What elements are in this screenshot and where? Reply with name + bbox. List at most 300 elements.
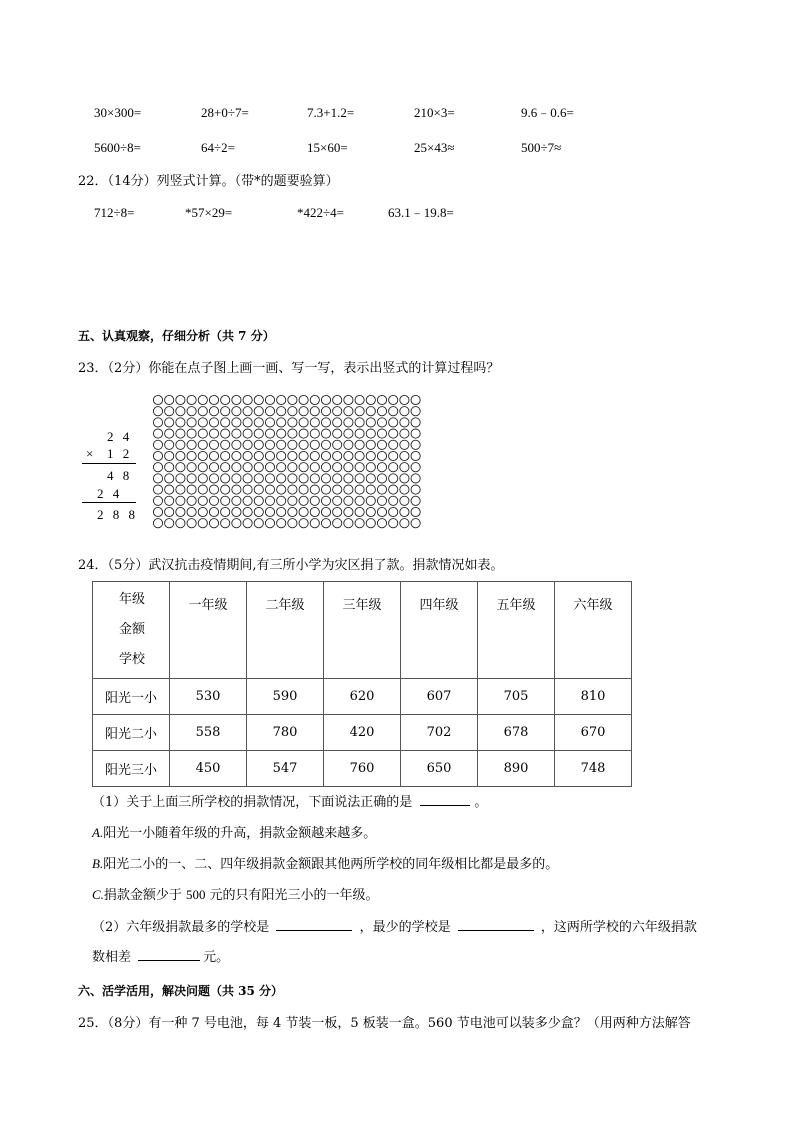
grid-dot bbox=[176, 440, 185, 449]
grid-dot bbox=[153, 485, 162, 494]
grid-dot bbox=[389, 418, 398, 427]
grid-dot bbox=[254, 451, 263, 460]
calc-item: 64÷2= bbox=[201, 140, 235, 155]
grid-dot bbox=[344, 440, 353, 449]
grid-dot bbox=[176, 451, 185, 460]
table-cell: 450 bbox=[170, 751, 247, 787]
grid-dot bbox=[165, 496, 174, 505]
option-a: A.阳光一小随着年级的升高，捐款金额越来越多。 bbox=[92, 825, 377, 841]
grid-dot bbox=[209, 496, 218, 505]
grid-dot bbox=[265, 507, 274, 516]
grid-dot bbox=[377, 519, 386, 528]
grid-dot bbox=[366, 451, 375, 460]
grid-dot bbox=[310, 418, 319, 427]
calc-item: 5600÷8= bbox=[94, 140, 141, 155]
grid-dot bbox=[265, 474, 274, 483]
corner-label: 学校 bbox=[119, 652, 146, 667]
grid-dot bbox=[243, 519, 252, 528]
grid-dot bbox=[198, 507, 207, 516]
grid-dot bbox=[355, 418, 364, 427]
grid-dot bbox=[165, 519, 174, 528]
grid-dot bbox=[400, 429, 409, 438]
grid-dot bbox=[277, 440, 286, 449]
calc-item: 500÷7≈ bbox=[521, 140, 562, 155]
grid-dot bbox=[153, 429, 162, 438]
grid-dot bbox=[389, 519, 398, 528]
grid-dot bbox=[187, 407, 196, 416]
grid-dot bbox=[333, 429, 342, 438]
grid-dot bbox=[176, 429, 185, 438]
grid-dot bbox=[411, 463, 420, 472]
grid-dot bbox=[265, 395, 274, 404]
dot-grid[interactable] bbox=[152, 394, 444, 529]
grid-dot bbox=[411, 485, 420, 494]
grid-dot bbox=[411, 429, 420, 438]
grid-dot bbox=[344, 496, 353, 505]
grid-dot bbox=[299, 418, 308, 427]
grid-dot bbox=[198, 474, 207, 483]
grid-dot bbox=[153, 395, 162, 404]
grid-dot bbox=[299, 451, 308, 460]
grid-dot bbox=[221, 463, 230, 472]
grid-dot bbox=[288, 395, 297, 404]
table-cell: 890 bbox=[478, 751, 555, 787]
grid-dot bbox=[366, 395, 375, 404]
grid-dot bbox=[176, 519, 185, 528]
calc-item: 28+0÷7= bbox=[201, 105, 249, 120]
grid-dot bbox=[389, 407, 398, 416]
grid-dot bbox=[400, 395, 409, 404]
grid-dot bbox=[355, 407, 364, 416]
grid-dot bbox=[232, 507, 241, 516]
grid-dot bbox=[277, 485, 286, 494]
grid-dot bbox=[153, 463, 162, 472]
question-22-heading: 22．（14分）列竖式计算。（带*的题要验算） bbox=[78, 174, 339, 189]
grid-dot bbox=[198, 519, 207, 528]
grid-dot bbox=[411, 474, 420, 483]
table-cell: 702 bbox=[401, 715, 478, 751]
grid-dot bbox=[355, 395, 364, 404]
table-cell: 590 bbox=[247, 679, 324, 715]
table-cell: 810 bbox=[555, 679, 632, 715]
grid-dot bbox=[389, 451, 398, 460]
grid-dot bbox=[288, 485, 297, 494]
grid-dot bbox=[243, 507, 252, 516]
grid-dot bbox=[321, 429, 330, 438]
answer-blank[interactable] bbox=[276, 920, 352, 931]
grid-dot bbox=[389, 485, 398, 494]
grid-dot bbox=[389, 395, 398, 404]
grid-dot bbox=[176, 496, 185, 505]
grid-dot bbox=[310, 463, 319, 472]
sub-question-2-cont: 数相差 元。 bbox=[92, 950, 230, 965]
grid-dot bbox=[400, 418, 409, 427]
grid-dot bbox=[165, 507, 174, 516]
grid-dot bbox=[243, 440, 252, 449]
table-row bbox=[93, 679, 632, 715]
calc-item: *57×29= bbox=[185, 205, 233, 220]
grid-dot bbox=[400, 519, 409, 528]
grid-dot bbox=[198, 496, 207, 505]
grid-dot bbox=[299, 496, 308, 505]
question-25-heading: 25．（8分）有一种 7 号电池，每 4 节装一板，5 板装一盒。560 节电池可以装多少盒？（用两种方法解答 bbox=[78, 1016, 691, 1031]
grid-dot bbox=[377, 395, 386, 404]
grid-dot bbox=[165, 407, 174, 416]
grid-dot bbox=[198, 440, 207, 449]
grid-dot bbox=[389, 429, 398, 438]
grid-dot bbox=[187, 474, 196, 483]
grid-dot bbox=[277, 429, 286, 438]
table-cell: 760 bbox=[324, 751, 401, 787]
grid-dot bbox=[243, 496, 252, 505]
grid-dot bbox=[377, 485, 386, 494]
table-cell: 530 bbox=[170, 679, 247, 715]
grid-dot bbox=[333, 474, 342, 483]
calc-item: 25×43≈ bbox=[414, 140, 455, 155]
table-row bbox=[93, 715, 632, 751]
grid-dot bbox=[310, 496, 319, 505]
times-sign: × bbox=[86, 446, 97, 461]
grid-dot bbox=[310, 507, 319, 516]
grid-dot bbox=[254, 418, 263, 427]
grid-dot bbox=[254, 519, 263, 528]
table-cell: 748 bbox=[555, 751, 632, 787]
grid-dot bbox=[310, 451, 319, 460]
grid-dot bbox=[355, 507, 364, 516]
grid-dot bbox=[377, 407, 386, 416]
grid-dot bbox=[377, 440, 386, 449]
grid-dot bbox=[389, 507, 398, 516]
grid-dot bbox=[400, 463, 409, 472]
grid-dot bbox=[400, 407, 409, 416]
grid-dot bbox=[277, 474, 286, 483]
grid-dot bbox=[221, 407, 230, 416]
grid-dot bbox=[377, 451, 386, 460]
grid-dot bbox=[221, 418, 230, 427]
grid-dot bbox=[288, 463, 297, 472]
grid-dot bbox=[254, 407, 263, 416]
grid-dot bbox=[187, 485, 196, 494]
grid-dot bbox=[344, 474, 353, 483]
grid-dot bbox=[265, 418, 274, 427]
section-5-title: 五、认真观察，仔细分析（共 7 分） bbox=[78, 329, 275, 343]
grid-dot bbox=[209, 474, 218, 483]
grid-dot bbox=[344, 429, 353, 438]
grid-dot bbox=[344, 485, 353, 494]
grid-dot bbox=[187, 395, 196, 404]
grid-dot bbox=[310, 440, 319, 449]
grid-dot bbox=[243, 429, 252, 438]
option-b: B.阳光二小的一、二、四年级捐款金额跟其他两所学校的同年级相比都是最多的。 bbox=[92, 856, 559, 872]
grid-dot bbox=[321, 418, 330, 427]
grid-dot bbox=[221, 485, 230, 494]
answer-blank[interactable] bbox=[420, 795, 470, 806]
grid-dot bbox=[187, 519, 196, 528]
grid-dot bbox=[221, 507, 230, 516]
multiplicand: 2 4 bbox=[107, 429, 133, 444]
grid-dot bbox=[176, 407, 185, 416]
answer-blank[interactable] bbox=[458, 920, 534, 931]
grid-dot bbox=[333, 463, 342, 472]
table-cell: 420 bbox=[324, 715, 401, 751]
grid-dot bbox=[165, 429, 174, 438]
grid-dot bbox=[366, 519, 375, 528]
grid-dot bbox=[265, 463, 274, 472]
grid-dot bbox=[321, 407, 330, 416]
table-cell: 607 bbox=[401, 679, 478, 715]
grid-dot bbox=[232, 451, 241, 460]
grid-dot bbox=[243, 485, 252, 494]
grid-dot bbox=[321, 496, 330, 505]
grid-dot bbox=[344, 395, 353, 404]
grade-header: 四年级 bbox=[401, 582, 478, 679]
grid-dot bbox=[377, 429, 386, 438]
grid-dot bbox=[243, 463, 252, 472]
grid-dot bbox=[265, 485, 274, 494]
corner-label: 金额 bbox=[119, 622, 146, 637]
grid-dot bbox=[243, 418, 252, 427]
rule-line bbox=[82, 502, 136, 503]
grid-dot bbox=[366, 474, 375, 483]
table-cell: 547 bbox=[247, 751, 324, 787]
grid-dot bbox=[243, 451, 252, 460]
grid-dot bbox=[187, 496, 196, 505]
grid-dot bbox=[355, 485, 364, 494]
grade-header: 二年级 bbox=[247, 582, 324, 679]
grid-dot bbox=[344, 519, 353, 528]
grid-dot bbox=[232, 485, 241, 494]
grid-dot bbox=[265, 451, 274, 460]
donation-table bbox=[92, 581, 632, 787]
grid-dot bbox=[310, 407, 319, 416]
grid-dot bbox=[232, 429, 241, 438]
grid-dot bbox=[209, 407, 218, 416]
grid-dot bbox=[344, 451, 353, 460]
grid-dot bbox=[366, 429, 375, 438]
grid-dot bbox=[321, 440, 330, 449]
calc-item: 30×300= bbox=[94, 105, 142, 120]
grid-dot bbox=[321, 474, 330, 483]
grid-dot bbox=[232, 519, 241, 528]
grid-dot bbox=[198, 451, 207, 460]
grid-dot bbox=[277, 407, 286, 416]
grid-dot bbox=[198, 429, 207, 438]
grid-dot bbox=[411, 407, 420, 416]
grid-dot bbox=[355, 463, 364, 472]
grid-dot bbox=[321, 507, 330, 516]
grid-dot bbox=[209, 451, 218, 460]
grid-dot bbox=[153, 418, 162, 427]
grid-dot bbox=[254, 485, 263, 494]
grid-dot bbox=[277, 463, 286, 472]
grid-dot bbox=[355, 474, 364, 483]
grid-dot bbox=[153, 496, 162, 505]
table-cell: 780 bbox=[247, 715, 324, 751]
grid-dot bbox=[377, 507, 386, 516]
grid-dot bbox=[176, 474, 185, 483]
corner-label: 年级 bbox=[119, 592, 146, 607]
grid-dot bbox=[187, 451, 196, 460]
grid-dot bbox=[299, 463, 308, 472]
table-cell: 705 bbox=[478, 679, 555, 715]
grid-dot bbox=[277, 418, 286, 427]
grade-header: 六年级 bbox=[555, 582, 632, 679]
grid-dot bbox=[344, 463, 353, 472]
grid-dot bbox=[310, 429, 319, 438]
grid-dot bbox=[400, 507, 409, 516]
grid-dot bbox=[232, 407, 241, 416]
grid-dot bbox=[389, 463, 398, 472]
question-23-heading: 23．（2分）你能在点子图上画一画、写一写，表示出竖式的计算过程吗？ bbox=[78, 361, 500, 376]
grid-dot bbox=[187, 463, 196, 472]
grid-dot bbox=[377, 463, 386, 472]
grid-dot bbox=[209, 485, 218, 494]
grid-dot bbox=[254, 496, 263, 505]
grid-dot bbox=[411, 395, 420, 404]
grid-dot bbox=[221, 451, 230, 460]
grid-dot bbox=[389, 496, 398, 505]
grid-dot bbox=[153, 507, 162, 516]
grid-dot bbox=[355, 440, 364, 449]
grid-dot bbox=[299, 485, 308, 494]
grid-dot bbox=[288, 440, 297, 449]
grid-dot bbox=[333, 496, 342, 505]
table-row bbox=[93, 751, 632, 787]
grid-dot bbox=[221, 496, 230, 505]
grid-dot bbox=[299, 440, 308, 449]
corner-header bbox=[93, 582, 170, 679]
grid-dot bbox=[277, 507, 286, 516]
grid-dot bbox=[277, 496, 286, 505]
grid-dot bbox=[165, 440, 174, 449]
grid-dot bbox=[366, 496, 375, 505]
grid-dot bbox=[333, 451, 342, 460]
grid-dot bbox=[153, 440, 162, 449]
grid-dot bbox=[333, 519, 342, 528]
grid-dot bbox=[209, 519, 218, 528]
grade-header: 五年级 bbox=[478, 582, 555, 679]
grid-dot bbox=[232, 440, 241, 449]
grade-header: 一年级 bbox=[170, 582, 247, 679]
grid-dot bbox=[277, 395, 286, 404]
grid-dot bbox=[333, 407, 342, 416]
grid-dot bbox=[400, 451, 409, 460]
grid-dot bbox=[400, 474, 409, 483]
grid-dot bbox=[254, 395, 263, 404]
grid-dot bbox=[333, 507, 342, 516]
grid-dot bbox=[333, 485, 342, 494]
grid-dot bbox=[265, 440, 274, 449]
grid-dot bbox=[209, 507, 218, 516]
grid-dot bbox=[288, 418, 297, 427]
grid-dot bbox=[377, 496, 386, 505]
grid-dot bbox=[198, 395, 207, 404]
grid-dot bbox=[299, 474, 308, 483]
grid-dot bbox=[288, 407, 297, 416]
grid-dot bbox=[265, 407, 274, 416]
grid-dot bbox=[321, 451, 330, 460]
school-name: 阳光三小 bbox=[93, 751, 170, 787]
grid-dot bbox=[288, 519, 297, 528]
grid-dot bbox=[187, 418, 196, 427]
grid-dot bbox=[377, 418, 386, 427]
grid-dot bbox=[198, 463, 207, 472]
grid-dot bbox=[265, 429, 274, 438]
grid-dot bbox=[176, 395, 185, 404]
grid-dot bbox=[153, 474, 162, 483]
grid-dot bbox=[176, 485, 185, 494]
grid-dot bbox=[254, 507, 263, 516]
grade-header: 三年级 bbox=[324, 582, 401, 679]
grid-dot bbox=[333, 440, 342, 449]
partial-product-1: 4 8 bbox=[107, 468, 133, 483]
grid-dot bbox=[243, 474, 252, 483]
grid-dot bbox=[299, 407, 308, 416]
calc-item: 15×60= bbox=[307, 140, 348, 155]
grid-dot bbox=[411, 507, 420, 516]
grid-dot bbox=[198, 485, 207, 494]
grid-dot bbox=[411, 496, 420, 505]
calc-item: 210×3= bbox=[414, 105, 455, 120]
grid-dot bbox=[411, 418, 420, 427]
grid-dot bbox=[366, 418, 375, 427]
grid-dot bbox=[277, 519, 286, 528]
grid-dot bbox=[299, 519, 308, 528]
grid-dot bbox=[176, 507, 185, 516]
grid-dot bbox=[221, 429, 230, 438]
grid-dot bbox=[355, 451, 364, 460]
grid-dot bbox=[400, 440, 409, 449]
grid-dot bbox=[153, 519, 162, 528]
grid-dot bbox=[288, 451, 297, 460]
grid-dot bbox=[254, 463, 263, 472]
grid-dot bbox=[411, 451, 420, 460]
grid-dot bbox=[221, 440, 230, 449]
grid-dot bbox=[310, 485, 319, 494]
grid-dot bbox=[153, 407, 162, 416]
grid-dot bbox=[243, 407, 252, 416]
grid-dot bbox=[221, 474, 230, 483]
grid-dot bbox=[265, 519, 274, 528]
grid-dot bbox=[400, 496, 409, 505]
grid-dot bbox=[221, 519, 230, 528]
calc-item: 63.1﹣19.8= bbox=[388, 205, 454, 220]
grid-dot bbox=[310, 474, 319, 483]
grid-dot bbox=[198, 418, 207, 427]
grid-dot bbox=[321, 395, 330, 404]
grid-dot bbox=[355, 519, 364, 528]
table-cell: 558 bbox=[170, 715, 247, 751]
answer-blank[interactable] bbox=[138, 950, 200, 961]
multiplier: 1 2 bbox=[107, 446, 133, 461]
grid-dot bbox=[299, 429, 308, 438]
sub-question-2: （2）六年级捐款最多的学校是 ，最少的学校是 ，这两所学校的六年级捐款 bbox=[92, 920, 697, 935]
calc-item: 9.6﹣0.6= bbox=[521, 105, 574, 120]
grid-dot bbox=[400, 485, 409, 494]
grid-dot bbox=[321, 519, 330, 528]
sub-question-1: （1）关于上面三所学校的捐款情况，下面说法正确的是 。 bbox=[92, 795, 488, 810]
grid-dot bbox=[165, 463, 174, 472]
grid-dot bbox=[366, 407, 375, 416]
grid-dot bbox=[232, 474, 241, 483]
grid-dot bbox=[153, 451, 162, 460]
option-c: C.捐款金额少于 500 元的只有阳光三小的一年级。 bbox=[92, 887, 379, 903]
table-cell: 670 bbox=[555, 715, 632, 751]
calc-item: 7.3+1.2= bbox=[307, 105, 355, 120]
grid-dot bbox=[254, 440, 263, 449]
grid-dot bbox=[355, 429, 364, 438]
grid-dot bbox=[187, 429, 196, 438]
